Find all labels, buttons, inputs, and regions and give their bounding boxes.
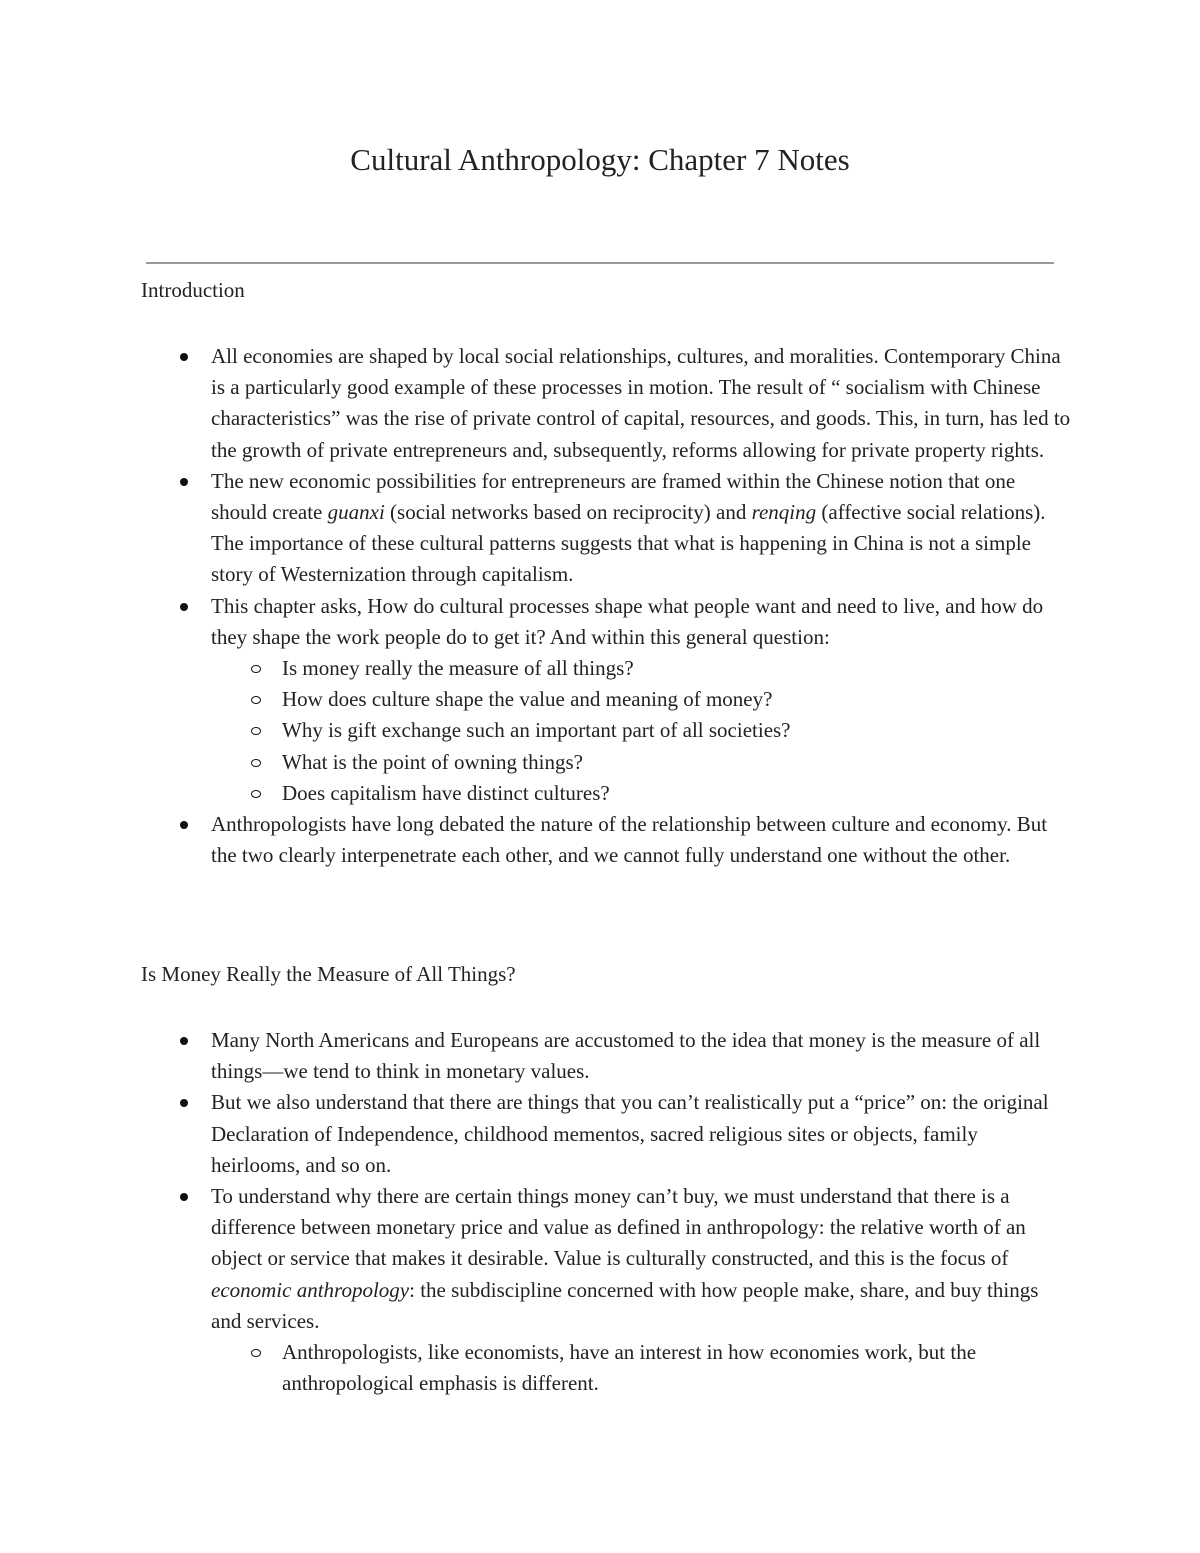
bullet-text: Anthropologists have long debated the nature of the relationship between culture and economy. But the two clearly interpenetrate each other, and we cannot fully understand one without the other.: [211, 812, 1048, 868]
anthropology-sublist: [211, 1337, 1071, 1399]
term-guanxi: guanxi: [327, 500, 385, 525]
bullet-text: (social networks based on reciprocity) and: [384, 500, 752, 525]
sub-list-item: Anthropologists, like economists, have an interest in how economies work, but the anthropological emphasis is different.: [282, 1337, 1071, 1399]
sub-list-item: Is money really the measure of all things?: [282, 653, 1071, 684]
page-title: Cultural Anthropology: Chapter 7 Notes: [350, 142, 850, 177]
section-heading-introduction: Introduction: [141, 278, 245, 302]
bullet-text: Many North Americans and Europeans are accustomed to the idea that money is the measure of all things—we tend to think in monetary values.: [211, 1028, 1041, 1084]
introduction-bullet-list: [211, 341, 1071, 871]
list-item: [211, 591, 1071, 809]
list-item: [211, 341, 1071, 466]
term-economic-anthropology: economic anthropology: [211, 1277, 410, 1302]
title-divider: [146, 262, 1054, 264]
list-item: [211, 1087, 1071, 1181]
bullet-text: This chapter asks, How do cultural processes shape what people want and need to live, and how do they shape the work people do to get it? And within this general question:: [211, 593, 1044, 649]
list-item: [211, 1025, 1071, 1087]
bullet-text: But we also understand that there are things that you can’t realistically put a “price” on: the original Declaration of Independence, childhood mementos, sacred religious sites or objects, family heirlooms, and so on.: [211, 1090, 1049, 1177]
sub-list-item: How does culture shape the value and meaning of money?: [282, 684, 1071, 715]
bullet-text: (affective social relations). The importance of these cultural patterns suggests that what is happening in China is not a simple story of Westernization through capitalism.: [211, 500, 1046, 587]
term-renqing: renqing: [751, 500, 817, 525]
section-heading-money: Is Money Really the Measure of All Things?: [141, 962, 516, 986]
bullet-text: The new economic possibilities for entrepreneurs are framed within the Chinese notion that one should create: [211, 468, 1016, 525]
list-item: [211, 809, 1071, 871]
list-item: [211, 1181, 1071, 1399]
bullet-text: All economies are shaped by local social relationships, cultures, and moralities. Contemporary China is a particularly good example of these processes in motion. The result of “ socialism with Chinese characteristics” was the rise of private control of capital, resources, and goods. This, in turn, has led to the growth of private entrepreneurs and, subsequently, reforms allowing for private property rights.: [211, 344, 1071, 462]
sub-list-item: Why is gift exchange such an important part of all societies?: [282, 715, 1071, 746]
money-bullet-list: [211, 1025, 1071, 1399]
sub-list-item: What is the point of owning things?: [282, 747, 1071, 778]
sub-list-item: Does capitalism have distinct cultures?: [282, 778, 1071, 809]
list-item: [211, 466, 1071, 591]
bullet-text: To understand why there are certain things money can’t buy, we must understand that there is a difference between monetary price and value as defined in anthropology: the relative worth of an object or service that makes it desirable. Value is culturally constructed, and this is the focus of: [211, 1184, 1026, 1271]
question-sublist: [211, 653, 1071, 809]
bullet-text: : the subdiscipline concerned with how people make, share, and buy things and services.: [211, 1277, 1039, 1333]
